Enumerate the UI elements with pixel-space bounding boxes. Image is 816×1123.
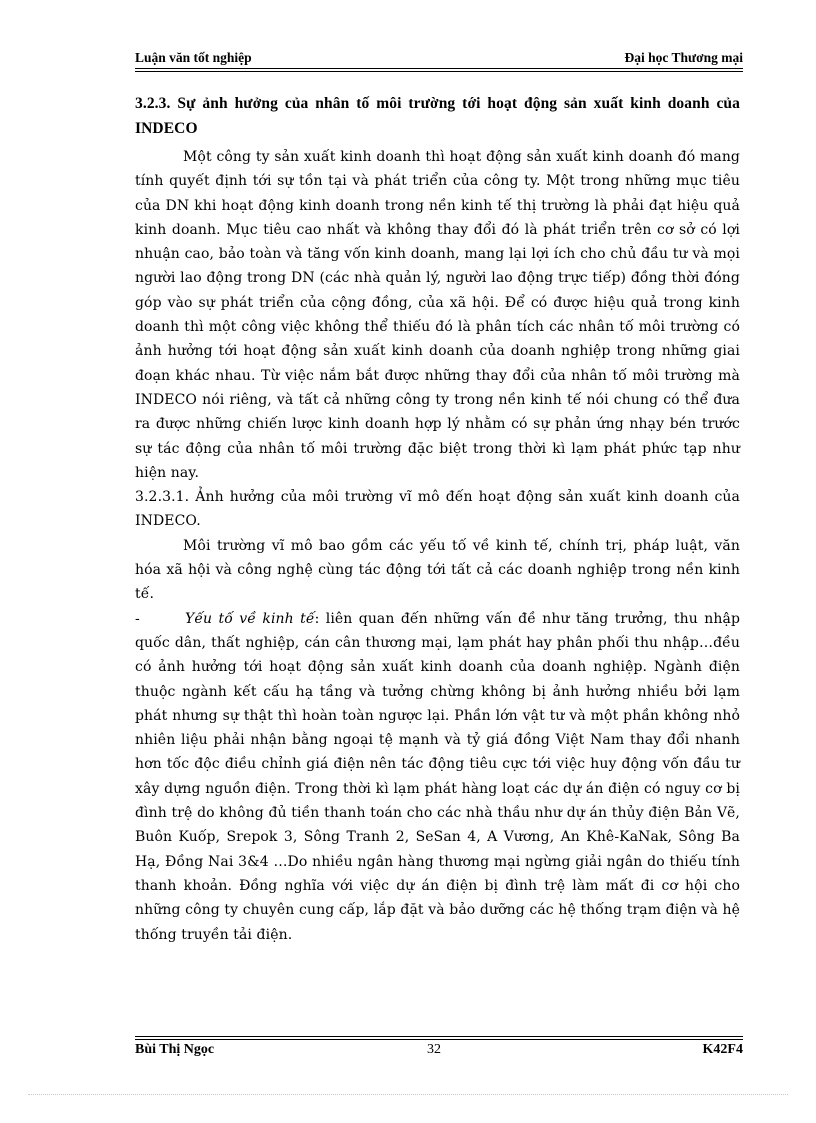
bullet-dash: - [135,610,140,627]
footer-author: Bùi Thị Ngọc [135,1042,215,1057]
bullet-term: Yếu tố về kinh tế [185,610,315,627]
intro-paragraph: Một công ty sản xuất kinh doanh thì hoạt động sản xuất kinh doanh đó mang tính quyết định tới sự tồn tại và phát triển của công ty. Một trong những mục tiêu của DN khi hoạt động kinh doanh trong nền kinh tế thị trường là phải đạt hiệu quả kinh doanh. Mục tiêu cao nhất và không thay đổi đó là phát triển trên cơ sở có lợi nhuận cao, bảo toàn và tăng vốn kinh doanh, mang lại lợi ích cho chủ đầu tư và mọi người lao động trong DN (các nhà quản lý, người lao động trực tiếp) đồng thời đóng góp vào sự phát triển của cộng đồng, của xã hội. Để có được hiệu quả trong kinh doanh thì một công việc không thể thiếu đó là phân tích các nhân tố môi trường có ảnh hưởng tới hoạt động sản xuất kinh doanh của doanh nghiệp trong những giai đoạn khác nhau. Từ việc nắm bắt được những thay đổi của nhân tố môi trường mà INDECO nói riêng, và tất cả những công ty trong nền kinh tế nói chung có thể đưa ra được những chiến lược kinh doanh hợp lý nhằm có sự phản ứng nhạy bén trước sự tác động của nhân tố môi trường đặc biệt trong thời kì lạm phát phức tạp như hiện nay. [135,149,740,481]
page-header [135,50,743,68]
footer-class-code: K42F4 [702,1042,743,1057]
footer-rule [135,1039,743,1040]
header-thesis-label: Luận văn tốt nghiệp [135,50,252,65]
header-university-label: Đại học Thương mại [624,50,743,65]
page-footer [135,1042,743,1060]
macro-environment-paragraph: Môi trường vĩ mô bao gồm các yếu tố về kinh tế, chính trị, pháp luật, văn hóa xã hội và công nghệ cùng tác động tới tất cả các doanh nghiệp trong nền kinh tế. [135,537,740,603]
page-edge-divider [28,1094,788,1095]
subsection-title: 3.2.3.1. Ảnh hưởng của môi trường vĩ mô đến hoạt động sản xuất kinh doanh của INDECO. [135,489,740,530]
footer-rule-secondary [135,1036,743,1037]
footer-page-number: 32 [427,1042,441,1057]
bullet-text: : liên quan đến những vấn đề như tăng trưởng, thu nhập quốc dân, thất nghiệp, cán cân thương mại, lạm phát hay phân phối thu nhập…đều có ảnh hưởng tới hoạt động sản xuất kinh doanh của doanh nghiệp. Ngành điện thuộc ngành kết cấu hạ tầng và tưởng chừng không bị ảnh hưởng nhiều bởi lạm phát nhưng sự thật thì hoàn toàn ngược lại. Phần lớn vật tư và một phần không nhỏ nhiên liệu phải nhận bằng ngoại tệ mạnh và tỷ giá đồng Việt Nam thay đổi nhanh hơn tốc độc điều chỉnh giá điện nên tác động tiêu cực tới việc huy động vốn đầu tư xây dựng nguồn điện. Trong thời kì lạm phát hàng loạt các dự án điện có nguy cơ bị đình trệ do không đủ tiền thanh toán cho các nhà thầu như dự án thủy điện Bản Vẽ, Buôn Kuốp, Srepok 3, Sông Tranh 2, SeSan 4, A Vương, An Khê-KaNak, Sông Ba Hạ, Đồng Nai 3&4 …Do nhiều ngân hàng thương mại ngừng giải ngân do thiếu tính thanh khoản. Đồng nghĩa với việc dự án điện bị đình trệ làm mất đi cơ hội cho những công ty chuyên cung cấp, lắp đặt và bảo dưỡng các hệ thống trạm điện và hệ thống truyền tải điện. [135,610,741,943]
header-rule-secondary [135,71,743,72]
section-title: 3.2.3. Sự ảnh hưởng của nhân tố môi trường tới hoạt động sản xuất kinh doanh của INDECO [135,95,740,137]
economic-factor-bullet [135,607,740,947]
page-body [135,92,740,947]
header-rule [135,68,743,69]
